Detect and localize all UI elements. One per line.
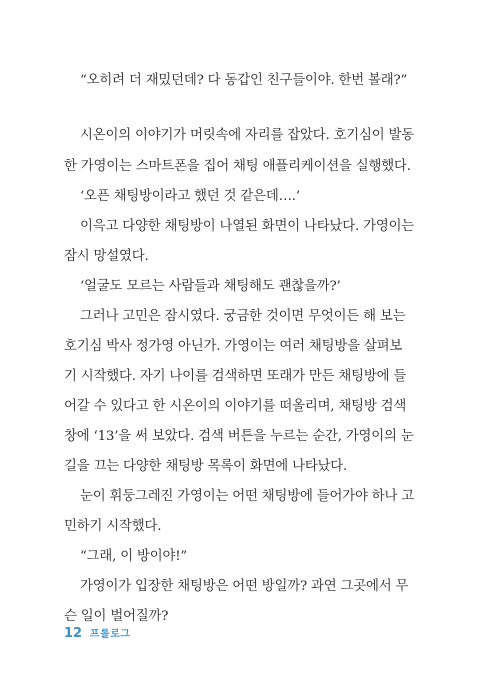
page-number: 12: [64, 626, 83, 641]
body-line-6: 잠시 망설였다.: [64, 249, 149, 264]
body-line-10: 기 시작했다. 자기 나이를 검색하면 또래가 만든 채팅방에 들: [64, 369, 407, 384]
body-line-5: 이윽고 다양한 채팅방이 나열된 화면이 나타났다. 가영이는: [80, 219, 415, 234]
body-line-1: “오히려 더 재밌던데? 다 동갑인 친구들이야. 한번 볼래?”: [80, 73, 408, 88]
body-line-3: 한 가영이는 스마트폰을 집어 채팅 애플리케이션을 실행했다.: [64, 159, 411, 174]
body-line-9: 호기심 박사 정가영 아닌가. 가영이는 여러 채팅방을 살펴보: [64, 339, 403, 354]
body-line-2: 시온이의 이야기가 머릿속에 자리를 잡았다. 호기심이 발동: [80, 128, 415, 143]
body-line-16: “그래, 이 방이야!”: [80, 549, 188, 564]
body-line-7: ‘얼굴도 모르는 사람들과 채팅해도 괜찮을까?’: [80, 279, 341, 294]
body-line-13: 길을 끄는 다양한 채팅방 목록이 화면에 나타났다.: [64, 459, 348, 474]
body-line-15: 민하기 시작했다.: [64, 519, 162, 534]
body-line-18: 슨 일이 벌어질까?: [64, 609, 169, 624]
body-line-17: 가영이가 입장한 채팅방은 어떤 방일까? 과연 그곳에서 무: [80, 579, 409, 594]
body-line-4: ‘오픈 채팅방이라고 했던 것 같은데….’: [80, 189, 300, 204]
page-footer: [64, 626, 131, 642]
body-line-8: 그러나 고민은 잠시였다. 궁금한 것이면 무엇이든 해 보는: [80, 309, 406, 324]
body-line-14: 눈이 휘둥그레진 가영이는 어떤 채팅방에 들어가야 하나 고: [80, 489, 415, 504]
section-title: 프롤로그: [89, 629, 131, 640]
body-line-11: 어갈 수 있다고 한 시온이의 이야기를 떠올리며, 채팅방 검색: [64, 399, 407, 414]
body-line-12: 창에 ‘13’을 써 보았다. 검색 버튼을 누르는 순간, 가영이의 눈: [64, 429, 414, 444]
